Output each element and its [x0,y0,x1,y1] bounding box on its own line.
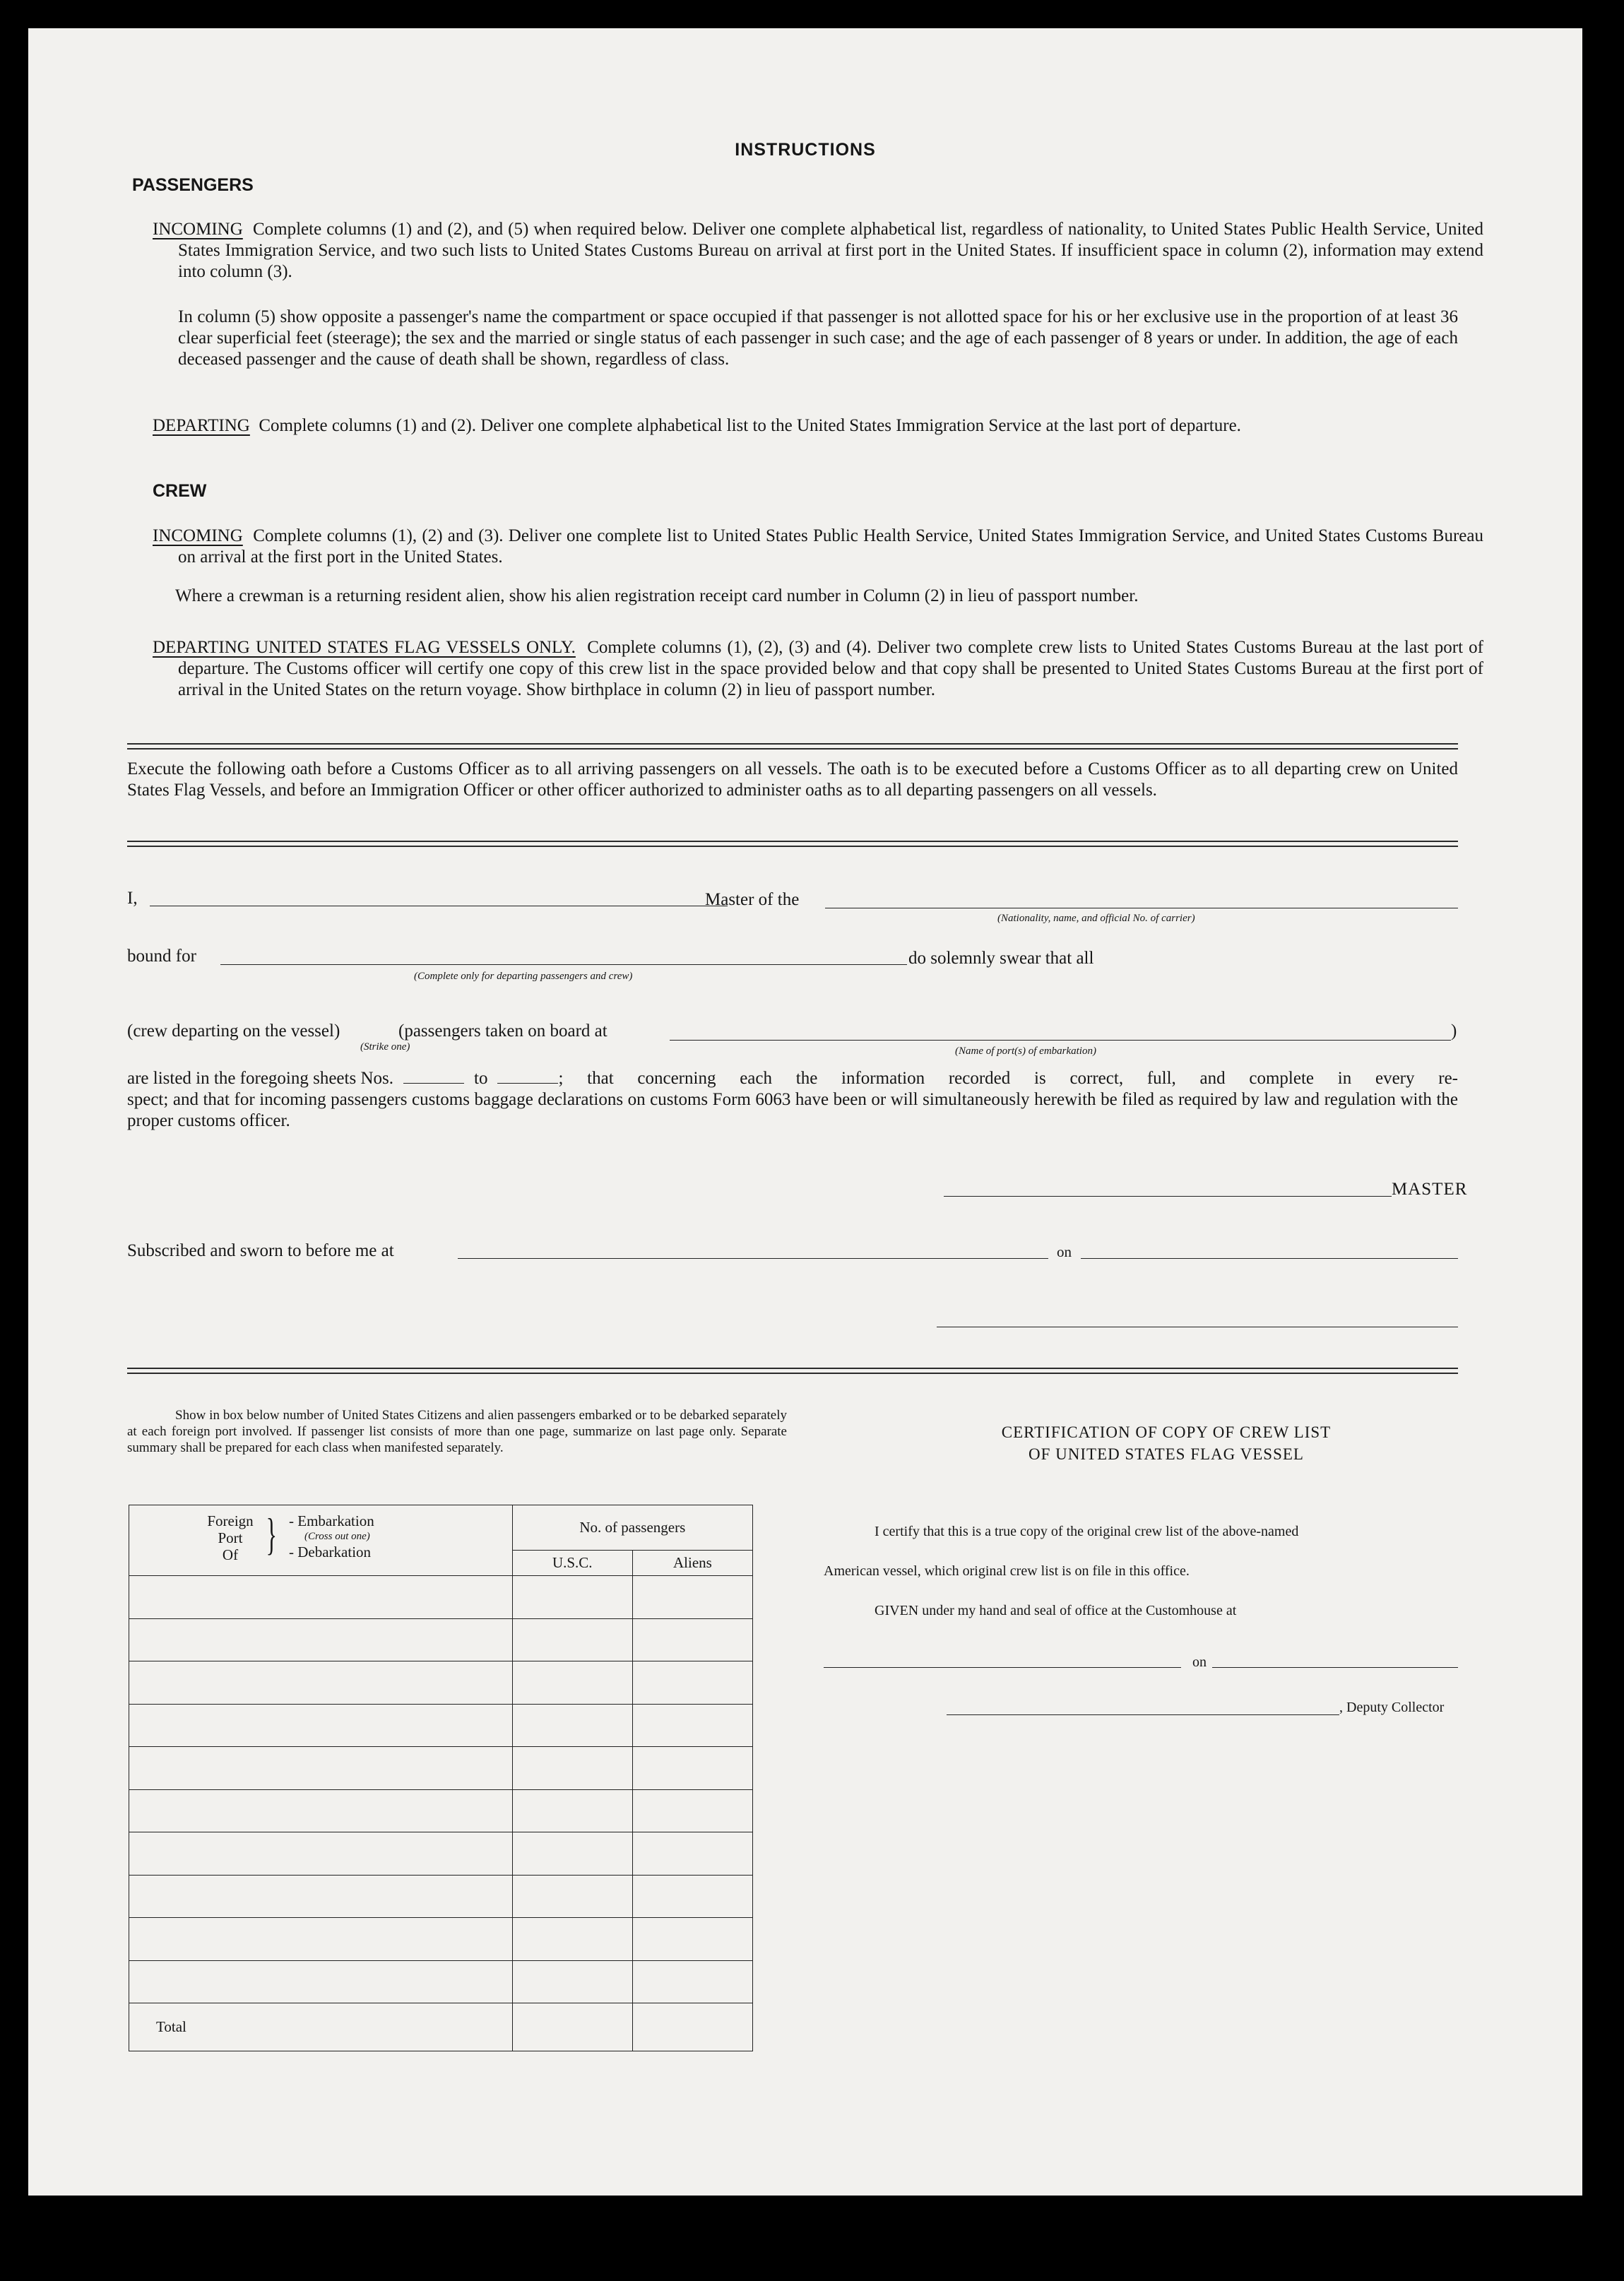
instructions-heading: INSTRUCTIONS [735,140,876,160]
port-row [129,1918,753,1961]
port-cell[interactable] [129,1747,513,1790]
port-row [129,1747,753,1790]
port-cell[interactable] [129,1918,513,1961]
summary-note: Show in box below number of United States Citizens and alien passengers embarked or to be debarked separately at each foreign port involved. If passenger list consists of more than one page, summarize on last page only. Separate summary shall be prepared for each class when manifested separately. [127,1408,787,1455]
sheet-to-field[interactable] [497,1069,558,1084]
sworn-on-label: on [1057,1243,1072,1260]
aliens-cell[interactable] [632,1875,752,1918]
aliens-header: Aliens [632,1551,752,1576]
passengers-departing-paragraph [153,415,1483,437]
port-row [129,1832,753,1876]
aliens-cell[interactable] [632,1661,752,1705]
crew-departing-text: Complete columns (1), (2), (3) and (4). Deliver two complete crew lists to United States Customs Bureau at the last port of departure. The Customs officer will certify one copy of this crew list in the space provided below and that copy shall be presented to United States Customs Bureau at the first port of arrival in the United States on the return voyage. Show birthplace in column (2) in lieu of passport number. [178,638,1484,699]
nationality-caption: (Nationality, name, and official No. of carrier) [997,913,1195,924]
oath-intro-paragraph: Execute the following oath before a Customs Officer as to all arriving passengers on all vessels. The oath is to be executed before a Customs Officer as to all departing crew on United States Flag Vessels, and before an Immigration Officer or other officer authorized to administer oaths as to all departing passengers on all vessels. [127,759,1458,800]
certify-line-2: American vessel, which original crew list is on file in this office. [824,1563,1190,1579]
crew-departing-label: DEPARTING UNITED STATES FLAG VESSELS ONLY. [153,638,576,657]
port-row [129,1618,753,1661]
passengers-title: PASSENGERS [132,175,254,195]
listed-rest-2: spect; and that for incoming passengers customs baggage declarations on customs Form 6063 have been or will simultaneously herewith be filed as required by law and regulation with the proper customs officer. [127,1090,1458,1130]
passengers-departing-text: Complete columns (1) and (2). Deliver one complete alphabetical list to the United States Immigration Service at the last port of departure. [259,416,1241,435]
total-label: Total [129,2003,513,2051]
port-cell[interactable] [129,1618,513,1661]
port-row [129,1789,753,1832]
section-divider [127,743,1458,750]
master-of-label: Master of the [705,890,800,909]
sheet-from-field[interactable] [403,1069,464,1084]
oath-i-label: I, [127,889,138,908]
master-signature-field[interactable] [944,1196,1392,1197]
passengers-column5-paragraph: In column (5) show opposite a passenger's name the compartment or space occupied if that passenger is not allotted space for his or her exclusive use in the proportion of at least 36 clear superficial feet (steerage); the sex and the married or single status of each passenger in such case; and the age of each passenger of 8 years or under. In addition, the age of each deceased passenger and the cause of death shall be shown, regardless of class. [178,307,1458,369]
listed-to: to [474,1069,488,1088]
deputy-collector-label: , Deputy Collector [1339,1700,1445,1715]
aliens-cell[interactable] [632,1747,752,1790]
certification-title [805,1421,1527,1465]
close-paren: ) [1451,1021,1457,1041]
port-cell[interactable] [129,1832,513,1876]
usc-cell[interactable] [512,1661,632,1705]
listed-line-1 [127,1068,1458,1089]
port-row [129,1704,753,1747]
port-row [129,1875,753,1918]
sworn-date-field[interactable] [1081,1258,1458,1259]
embark-options [289,1512,374,1560]
aliens-cell[interactable] [632,1832,752,1876]
port-row [129,1576,753,1619]
crew-incoming-text: Complete columns (1), (2) and (3). Deliver one complete list to United States Public Health Service, United States Immigration Service, and United States Customs Bureau on arrival at the first port in the United States. [178,526,1483,567]
given-line: GIVEN under my hand and seal of office at the Customhouse at [875,1603,1237,1618]
total-usc-cell[interactable] [512,2003,632,2051]
port-cell[interactable] [129,1875,513,1918]
usc-cell[interactable] [512,1576,632,1619]
usc-cell[interactable] [512,1789,632,1832]
crew-title: CREW [153,481,207,501]
port-rows [129,1576,753,2003]
bound-for-field[interactable] [220,964,907,965]
cross-out-caption: (Cross out one) [304,1531,370,1542]
port-cell[interactable] [129,1789,513,1832]
passengers-incoming-paragraph [153,219,1483,283]
customhouse-field[interactable] [824,1667,1181,1668]
deputy-signature-field[interactable] [947,1714,1339,1715]
cert-on-label: on [1192,1654,1207,1670]
port-summary-table [129,1505,753,2051]
port-cell[interactable] [129,1704,513,1747]
usc-cell[interactable] [512,1747,632,1790]
usc-cell[interactable] [512,1960,632,2003]
subscribed-label: Subscribed and sworn to before me at [127,1241,394,1260]
aliens-cell[interactable] [632,1704,752,1747]
usc-cell[interactable] [512,1875,632,1918]
port-caption: (Name of port(s) of embarkation) [955,1045,1096,1057]
brace: } [266,1509,278,1559]
crew-departing-paragraph [153,637,1483,701]
certification-title-1: CERTIFICATION OF COPY OF CREW LIST [1001,1423,1332,1441]
usc-cell[interactable] [512,1832,632,1876]
crew-incoming-label: INCOMING [153,526,243,545]
aliens-cell[interactable] [632,1789,752,1832]
passengers-incoming-text: Complete columns (1) and (2), and (5) when required below. Deliver one complete alphabetical list, regardless of nationality, to United States Public Health Service, United States Immigration Service, and two such lists to United States Customs Bureau on arrival at first port in the United States. If insufficient space in column (2), information may extend into column (3). [178,220,1484,281]
usc-cell[interactable] [512,1918,632,1961]
oath-divider [127,841,1458,847]
aliens-cell[interactable] [632,1918,752,1961]
passengers-taken-option[interactable]: (passengers taken on board at [398,1021,607,1041]
master-signature-label: MASTER [1392,1180,1468,1199]
passengers-departing-label: DEPARTING [153,416,250,435]
sworn-place-field[interactable] [458,1258,1048,1259]
bound-for-label: bound for [127,947,196,966]
port-row [129,1960,753,2003]
port-embarkation-field[interactable] [670,1040,1451,1041]
foreign-port-of: Foreign Port Of [207,1512,254,1563]
crew-resident-paragraph: Where a crewman is a returning resident alien, show his alien registration receipt card number in Column (2) in lieu of passport number. [175,586,1139,605]
debarkation-option[interactable]: - Debarkation [289,1544,372,1560]
port-header-cell [129,1505,513,1576]
aliens-cell[interactable] [632,1618,752,1661]
usc-header: U.S.C. [512,1551,632,1576]
cert-date-field[interactable] [1212,1667,1458,1668]
aliens-cell[interactable] [632,1960,752,2003]
port-cell[interactable] [129,1576,513,1619]
crew-incoming-paragraph [153,526,1483,568]
complete-caption: (Complete only for departing passengers and crew) [414,971,633,982]
embarkation-option[interactable]: - Embarkation [289,1512,374,1529]
lower-divider [127,1368,1458,1374]
total-aliens-cell[interactable] [632,2003,752,2051]
aliens-cell[interactable] [632,1576,752,1619]
swear-label: do solemnly swear that all [908,949,1094,968]
passengers-incoming-label: INCOMING [153,220,243,239]
usc-cell[interactable] [512,1704,632,1747]
listed-rest-1: ; that concerning each the information recorded is correct, full, and complete in every re- [558,1069,1458,1088]
listed-paragraph [127,1068,1458,1132]
certify-line-1: I certify that this is a true copy of the original crew list of the above-named [875,1524,1299,1539]
crew-departing-option[interactable]: (crew departing on the vessel) [127,1021,340,1041]
certification-title-2: OF UNITED STATES FLAG VESSEL [1029,1445,1304,1463]
no-of-passengers-header: No. of passengers [512,1505,752,1551]
port-cell[interactable] [129,1960,513,2003]
port-cell[interactable] [129,1661,513,1705]
form-page [28,28,1582,2196]
strike-one-caption: (Strike one) [360,1041,410,1053]
usc-cell[interactable] [512,1618,632,1661]
port-row [129,1661,753,1705]
listed-pre: are listed in the foregoing sheets Nos. [127,1069,393,1088]
